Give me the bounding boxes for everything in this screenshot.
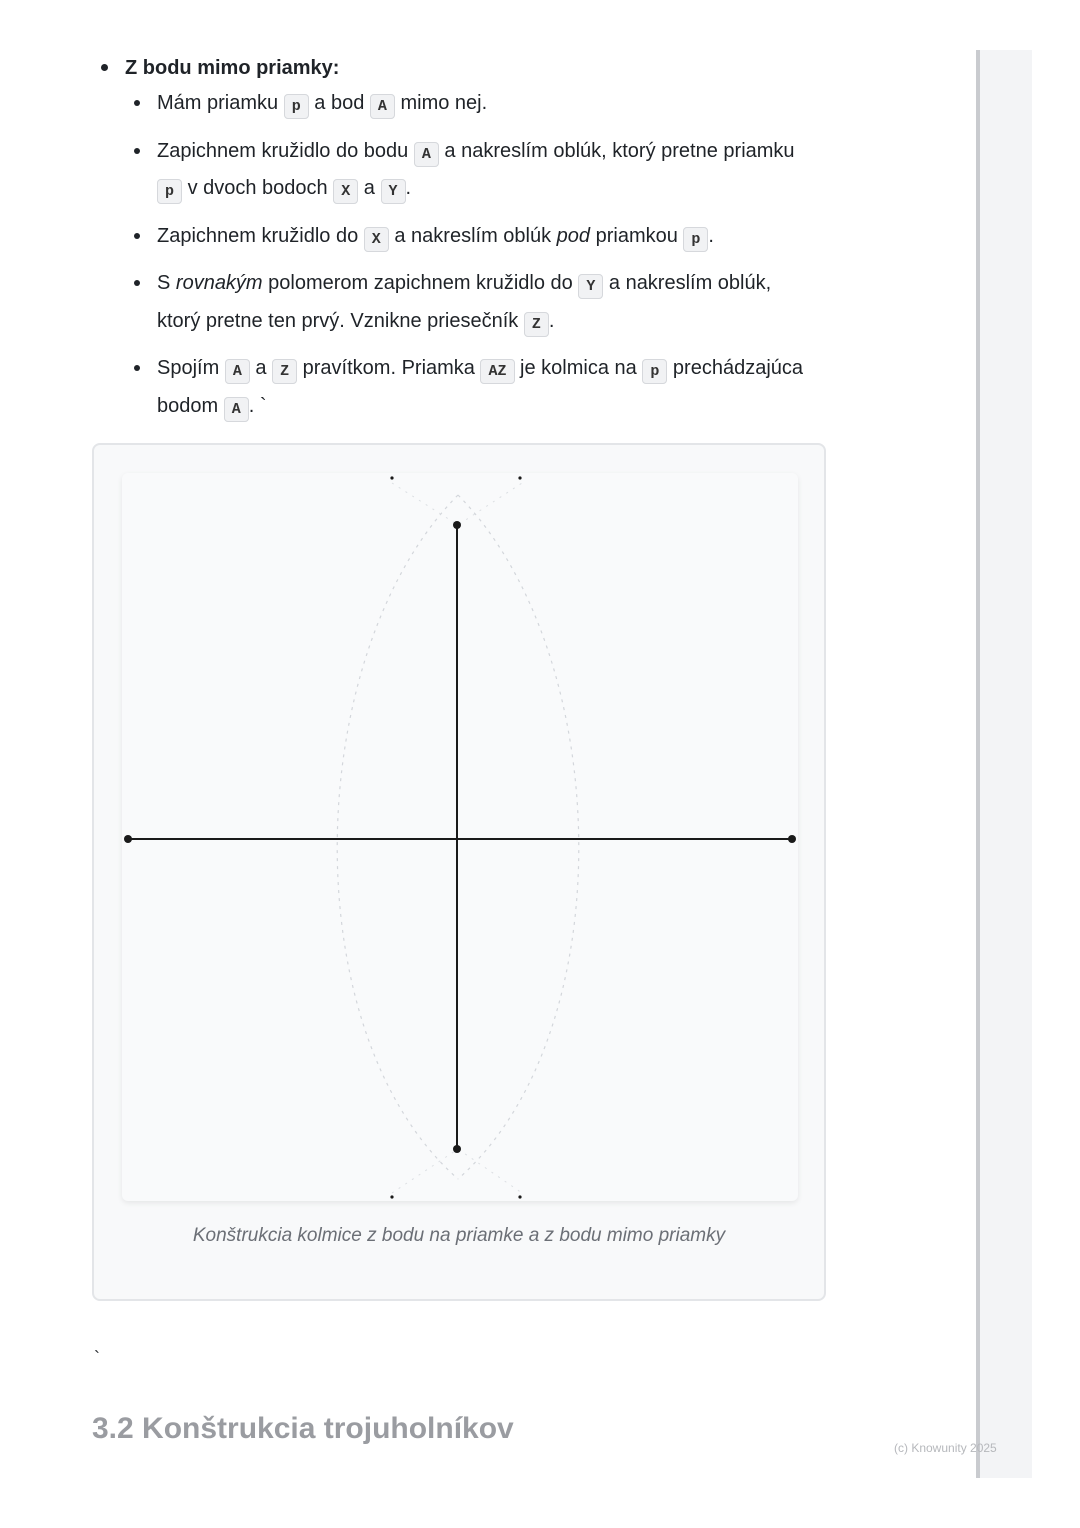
- construction-arc-top: [392, 483, 522, 525]
- content-area: [92, 50, 832, 436]
- page-edge-strip: [976, 50, 1032, 1478]
- text: prechádzajúca bodom: [157, 357, 804, 417]
- code-p: p: [157, 179, 182, 204]
- point-marker: [390, 476, 393, 479]
- text: mimo nej.: [394, 92, 488, 114]
- text: Zapichnem kružidlo do: [157, 224, 364, 247]
- text: S: [157, 272, 176, 294]
- point-z: [453, 1145, 461, 1153]
- text: Zapichnem kružidlo do bodu: [157, 139, 414, 162]
- line-p-endpoint-left: [124, 835, 132, 843]
- section-heading: 3.2 Konštrukcia trojuholníkov: [92, 1412, 514, 1445]
- step-2: [125, 134, 832, 209]
- code-y: Y: [578, 274, 603, 299]
- point-marker: [518, 476, 521, 479]
- point-marker: [390, 1195, 393, 1198]
- main-list: [92, 50, 832, 426]
- text: Spojím: [157, 357, 225, 379]
- code-p: p: [683, 227, 708, 252]
- emphasis: rovnakým: [175, 272, 263, 294]
- point-a: [453, 521, 461, 529]
- construction-arc-left: [337, 495, 458, 1179]
- text: . `: [248, 394, 267, 417]
- code-a: A: [370, 94, 395, 119]
- step-1: [125, 86, 832, 124]
- text: priamkou: [590, 224, 684, 247]
- code-a: A: [225, 359, 250, 384]
- text: a: [358, 177, 381, 199]
- text: v dvoch bodoch: [182, 177, 334, 199]
- figure-caption: Konštrukcia kolmice z bodu na priamke a z bodu mimo priamky: [192, 1225, 726, 1246]
- perpendicular-construction-svg: [122, 473, 798, 1201]
- code-y: Y: [381, 179, 406, 204]
- point-marker: [518, 1195, 521, 1198]
- steps-list: [125, 86, 832, 426]
- copyright-footer: (c) Knowunity 2025: [894, 1441, 997, 1455]
- code-z: Z: [272, 359, 297, 384]
- text: a nakreslím oblúk, ktorý pretne ten prvý. Vznikne priesečník: [157, 272, 772, 332]
- text: a bod: [308, 92, 370, 114]
- text: polomerom zapichnem kružidlo do: [262, 272, 579, 294]
- stray-backtick: `: [94, 1348, 100, 1368]
- line-p-endpoint-right: [788, 835, 796, 843]
- emphasis: pod: [556, 224, 591, 247]
- code-p: p: [642, 359, 667, 384]
- construction-arc-right: [458, 495, 579, 1179]
- text: pravítkom. Priamka: [297, 357, 481, 379]
- text: .: [708, 224, 714, 247]
- step-3: [125, 219, 832, 257]
- list-item-title: Z bodu mimo priamky:: [125, 57, 340, 79]
- text: je kolmica na: [514, 357, 643, 379]
- text: .: [405, 177, 412, 199]
- step-4: [125, 266, 832, 341]
- code-z: Z: [524, 312, 549, 337]
- figure-box: [92, 443, 826, 1301]
- text: .: [548, 309, 555, 332]
- code-a: A: [414, 142, 439, 167]
- construction-diagram: [122, 473, 798, 1201]
- code-x: X: [364, 227, 389, 252]
- text: a: [249, 357, 273, 379]
- code-p: p: [284, 94, 309, 119]
- text: a nakreslím oblúk: [388, 224, 557, 247]
- construction-arc-bottom: [392, 1149, 522, 1193]
- list-item-from-point-off-line: [92, 50, 832, 426]
- step-5: [125, 351, 832, 426]
- code-x: X: [333, 179, 358, 204]
- text: a nakreslím oblúk, ktorý pretne priamku: [438, 139, 795, 162]
- text: Mám priamku: [157, 92, 284, 114]
- code-a: A: [224, 397, 249, 422]
- code-az: AZ: [480, 359, 514, 384]
